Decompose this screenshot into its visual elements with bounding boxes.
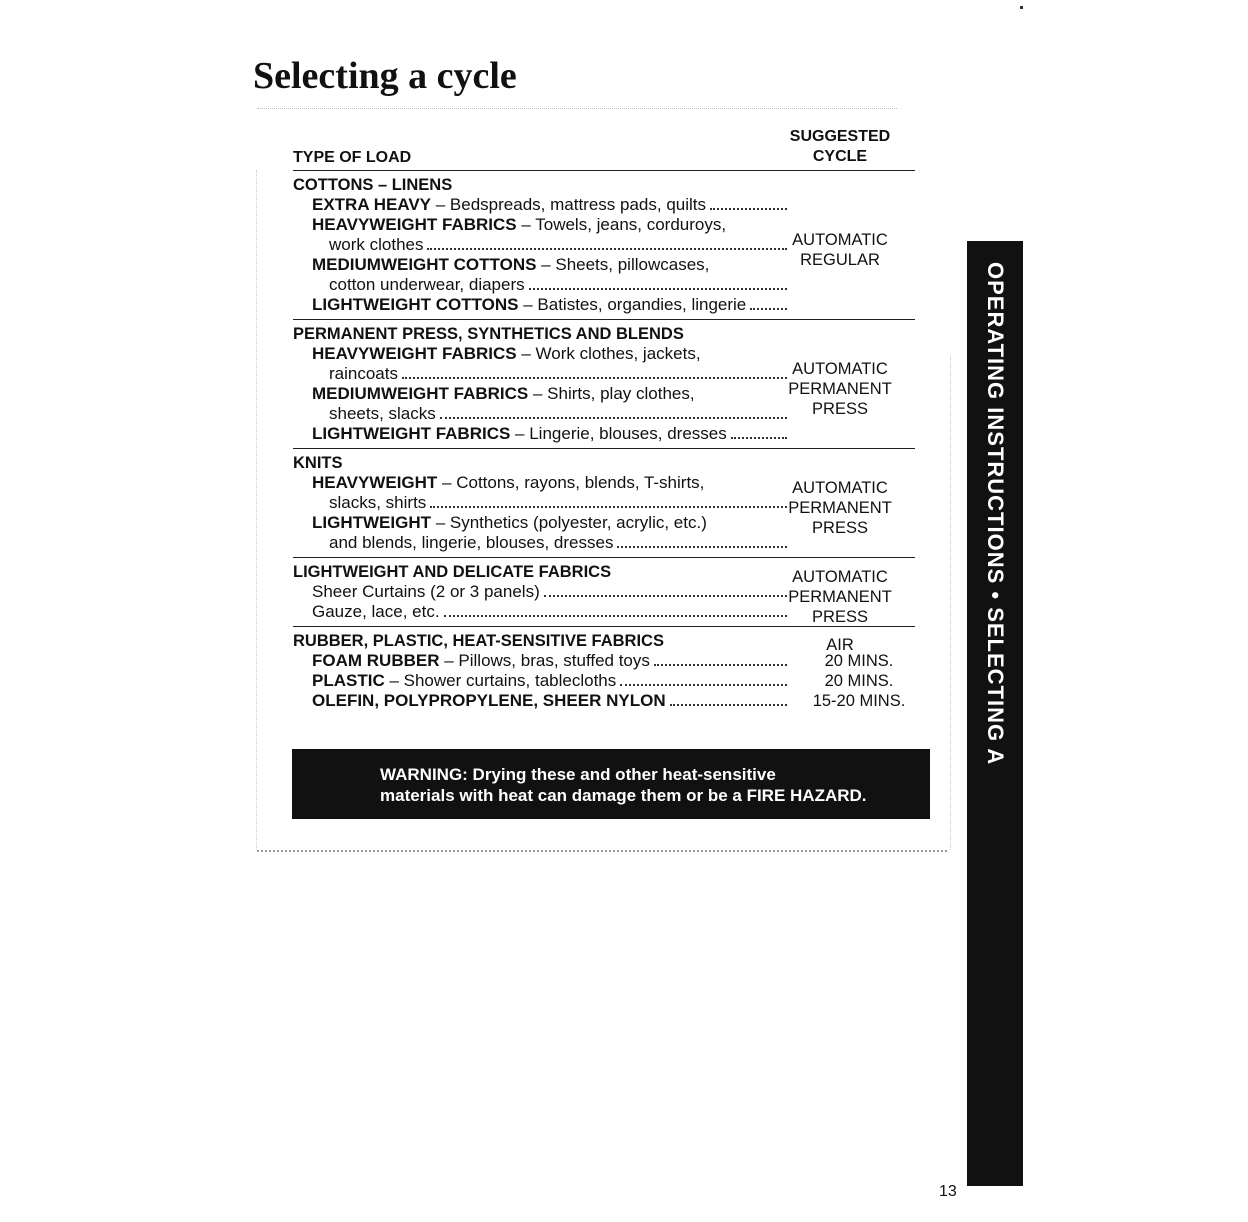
section-title: PERMANENT PRESS, SYNTHETICS AND BLENDS xyxy=(293,325,684,343)
load-item-description: Sheer Curtains (2 or 3 panels) xyxy=(312,582,540,601)
load-item-description: – Bedspreads, mattress pads, quilts xyxy=(431,195,707,214)
dot-leader xyxy=(430,506,787,508)
cycle-word: REGULAR xyxy=(800,251,880,269)
load-item-line xyxy=(312,275,787,295)
cycle-word: PRESS xyxy=(812,400,868,418)
load-item-line xyxy=(312,255,787,275)
load-item-description: – Towels, jeans, corduroys, xyxy=(516,215,727,234)
warning-text xyxy=(380,764,920,806)
load-item xyxy=(293,215,787,255)
cycle-word: AUTOMATIC xyxy=(792,231,888,249)
cycle-word: AUTOMATIC xyxy=(792,568,888,586)
section-title: KNITS xyxy=(293,454,343,472)
load-item-description: raincoats xyxy=(329,364,398,383)
load-item-description: – Lingerie, blouses, dresses xyxy=(510,424,727,443)
right-margin-scan-edge xyxy=(950,355,951,850)
load-item-line xyxy=(312,582,787,602)
load-item-description: – Shirts, play clothes, xyxy=(528,384,695,403)
load-item-description: – Work clothes, jackets, xyxy=(516,344,701,363)
load-item-label: OLEFIN, POLYPROPYLENE, SHEER NYLON xyxy=(312,691,666,710)
warning-line-1: WARNING: Drying these and other heat-sensitive xyxy=(380,765,776,784)
cycle-table xyxy=(293,126,915,715)
dot-leader xyxy=(710,208,787,210)
load-item-line xyxy=(312,473,787,493)
load-item-label: EXTRA HEAVY xyxy=(312,195,432,214)
load-item-label: MEDIUMWEIGHT FABRICS xyxy=(312,384,529,403)
load-item-description: – Batistes, organdies, lingerie xyxy=(518,295,747,314)
dot-leader xyxy=(444,615,787,617)
load-item-line xyxy=(312,235,787,255)
load-item xyxy=(293,344,787,384)
load-item xyxy=(293,424,787,444)
table-section xyxy=(293,324,915,449)
section-suggested-cycle xyxy=(785,478,895,538)
cycle-word: AUTOMATIC xyxy=(792,360,888,378)
cycle-word: AUTOMATIC xyxy=(792,479,888,497)
load-item-line xyxy=(312,602,787,622)
load-item-line xyxy=(312,493,787,513)
column-header-type-of-load: TYPE OF LOAD xyxy=(293,149,412,166)
dot-leader xyxy=(402,377,787,379)
section-title: LIGHTWEIGHT AND DELICATE FABRICS xyxy=(293,563,612,581)
load-item-label: FOAM RUBBER xyxy=(312,651,440,670)
corner-mark xyxy=(1020,6,1023,9)
page-number: 13 xyxy=(939,1183,957,1200)
dot-leader xyxy=(427,248,787,250)
table-body xyxy=(293,175,915,715)
item-suggested-cycle: 15-20 MINS. xyxy=(812,692,906,710)
load-item-line xyxy=(312,384,787,404)
cycle-word: AIR xyxy=(826,636,854,654)
table-section xyxy=(293,631,915,715)
load-item xyxy=(293,691,906,711)
load-item-description: – Shower curtains, tablecloths xyxy=(384,671,617,690)
section-suggested-cycle xyxy=(785,567,895,627)
load-item-line xyxy=(312,513,787,533)
section-suggested-cycle xyxy=(785,359,895,419)
load-item-line xyxy=(312,364,787,384)
cycle-word: PERMANENT xyxy=(788,499,892,517)
load-item-label: PLASTIC xyxy=(312,671,385,690)
table-section xyxy=(293,453,915,558)
dot-leader xyxy=(750,308,787,310)
load-item-line xyxy=(312,691,787,711)
load-item-description: cotton underwear, diapers xyxy=(329,275,525,294)
dot-leader xyxy=(529,288,787,290)
load-item-description: – Pillows, bras, stuffed toys xyxy=(439,651,650,670)
section-suggested-cycle xyxy=(775,635,905,655)
load-item-description: Gauze, lace, etc. xyxy=(312,602,440,621)
load-item-description: – Cottons, rayons, blends, T-shirts, xyxy=(437,473,705,492)
load-item-description: – Synthetics (polyester, acrylic, etc.) xyxy=(430,513,707,532)
dot-leader xyxy=(670,704,787,706)
table-header xyxy=(293,126,915,171)
load-item-line xyxy=(312,424,787,444)
load-item xyxy=(293,473,787,513)
load-item-label: HEAVYWEIGHT FABRICS xyxy=(312,215,517,234)
warning-box xyxy=(292,749,930,819)
section-title: RUBBER, PLASTIC, HEAT-SENSITIVE FABRICS xyxy=(293,632,664,650)
load-item xyxy=(293,582,787,602)
title-divider xyxy=(257,108,897,109)
cycle-word: PERMANENT xyxy=(788,380,892,398)
cycle-word: PERMANENT xyxy=(788,588,892,606)
left-margin-scan-edge xyxy=(256,170,257,850)
load-item-description: sheets, slacks xyxy=(329,404,436,423)
load-item-line xyxy=(312,533,787,553)
load-item xyxy=(293,195,787,215)
load-item-line xyxy=(312,344,787,364)
load-item-description: – Sheets, pillowcases, xyxy=(536,255,710,274)
load-item-label: HEAVYWEIGHT xyxy=(312,473,438,492)
load-item xyxy=(293,255,787,295)
warning-line-2: materials with heat can damage them or be a FIRE HAZARD. xyxy=(380,786,867,805)
load-item-description: slacks, shirts xyxy=(329,493,427,512)
item-suggested-cycle: 20 MINS. xyxy=(824,652,894,670)
load-item xyxy=(293,295,787,315)
dot-leader xyxy=(440,417,787,419)
page-title: Selecting a cycle xyxy=(253,55,517,97)
load-item-line xyxy=(312,404,787,424)
dot-leader xyxy=(617,546,787,548)
load-item-label: HEAVYWEIGHT FABRICS xyxy=(312,344,517,363)
dot-leader xyxy=(731,437,787,439)
load-item-line xyxy=(312,651,787,671)
column-header-suggested-cycle: SUGGESTED CYCLE xyxy=(789,128,891,165)
load-item-line xyxy=(312,195,787,215)
load-item-line xyxy=(312,215,787,235)
load-item-description: work clothes xyxy=(329,235,424,254)
bottom-scan-edge xyxy=(257,850,947,852)
cycle-word: PRESS xyxy=(812,519,868,537)
load-item-label: LIGHTWEIGHT FABRICS xyxy=(312,424,511,443)
table-section xyxy=(293,562,915,627)
load-item xyxy=(293,384,787,424)
load-item xyxy=(293,651,894,671)
load-item-description: and blends, lingerie, blouses, dresses xyxy=(329,533,614,552)
load-item xyxy=(293,513,787,553)
load-item-label: LIGHTWEIGHT xyxy=(312,513,431,532)
load-item-label: MEDIUMWEIGHT COTTONS xyxy=(312,255,537,274)
dot-leader xyxy=(620,684,787,686)
load-item-line xyxy=(312,295,787,315)
load-item xyxy=(293,602,787,622)
dot-leader xyxy=(544,595,787,597)
item-suggested-cycle: 20 MINS. xyxy=(824,672,894,690)
load-item-label: LIGHTWEIGHT COTTONS xyxy=(312,295,519,314)
section-title: COTTONS – LINENS xyxy=(293,176,453,194)
section-suggested-cycle xyxy=(785,230,895,270)
dot-leader xyxy=(654,664,787,666)
load-item-line xyxy=(312,671,787,691)
table-section xyxy=(293,175,915,320)
load-item xyxy=(293,671,894,691)
side-tab-label: OPERATING INSTRUCTIONS • SELECTING A CYCLE xyxy=(945,262,1008,765)
cycle-word: PRESS xyxy=(812,608,868,626)
